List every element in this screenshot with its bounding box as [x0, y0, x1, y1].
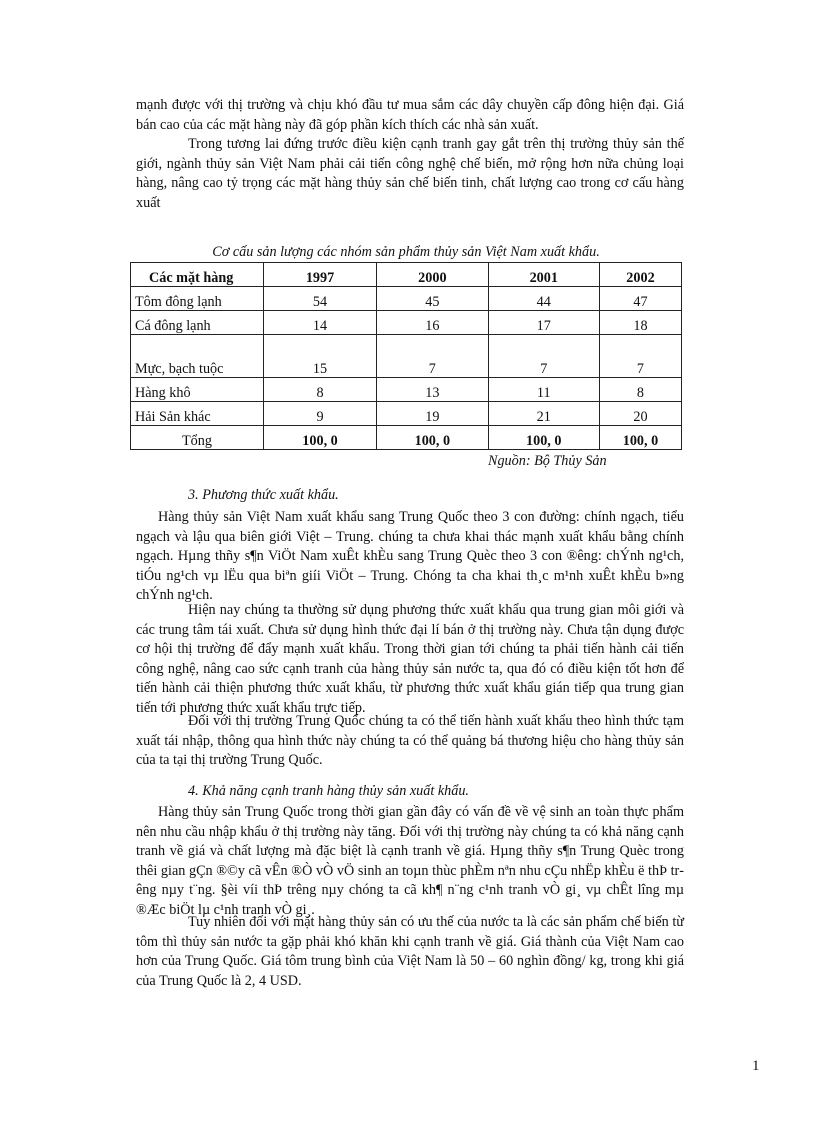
table-header-cell: 2000: [377, 263, 488, 287]
intro-paragraph-2: Trong tương lai đứng trước điều kiện cạnh tranh gay gắt trên thị trường thủy sản thế giới, ngành thủy sản Việt Nam phải cải tiến công nghệ chế biến, mở rộng hơn nữa chủng loại hàng, nâng cao tỷ trọng các mặt hàng thủy sản chế biến tinh, chất lượng cao trong cơ cấu hàng xuất: [136, 136, 684, 211]
export-structure-table: [130, 262, 682, 450]
table-cell-name: Hải Sản khác: [131, 402, 264, 426]
table-header-cell: 1997: [263, 263, 376, 287]
table-cell: 18: [599, 311, 681, 335]
table-header-cell: 2002: [599, 263, 681, 287]
table-cell: 7: [488, 335, 599, 378]
section-3-paragraph-2: Hiện nay chúng ta thường sử dụng phương thức xuất khẩu qua trung gian môi giới và các trung tâm tái xuất. Chưa sử dụng hình thức đại lí bán ở thị trường này. Chưa tận dụng được cơ hội thị trường để đẩy mạnh xuất khẩu. Trong thời gian tới chúng ta phải tiến hành cải tiến công nghệ, nâng cao sức cạnh tranh của hàng thủy sản nước ta, qua đó có điều kiện tốt hơn để tiến hành cải thiện phương thức xuất khẩu, từ phương thức xuất khẩu gián tiếp qua trung gian tiến tới phương thức xuất khẩu trực tiếp.: [136, 602, 684, 716]
table-cell: 13: [377, 378, 488, 402]
page-number: 1: [752, 1058, 760, 1074]
section-4-paragraph-2: Tuy nhiên đối với mặt hàng thủy sản có ưu thế của nước ta là các sản phẩm chế biến từ tôm thì thủy sản nước ta gặp phải khó khăn khi cạnh tranh về giá. Giá thành của Việt Nam cao hơn của Trung Quốc. Giá tôm trung bình của Việt Nam là 50 – 60 nghìn đồng/ kg, trong khi giá của Trung Quốc là 2, 4 USD.: [136, 914, 684, 989]
table-cell: 8: [263, 378, 376, 402]
table-cell-name: Hàng khô: [131, 378, 264, 402]
table-row: [131, 402, 682, 426]
table-caption: Cơ cấu sản lượng các nhóm sản phẩm thủy sản Việt Nam xuất khẩu.: [212, 244, 600, 260]
table-cell-name: Tổng: [131, 426, 264, 450]
table-cell: 100, 0: [377, 426, 488, 450]
table-cell: 21: [488, 402, 599, 426]
table-cell: 15: [263, 335, 376, 378]
table-cell: 17: [488, 311, 599, 335]
table-cell: 100, 0: [263, 426, 376, 450]
table-row: [131, 378, 682, 402]
table-cell: 14: [263, 311, 376, 335]
table-cell: 47: [599, 287, 681, 311]
table-cell: 16: [377, 311, 488, 335]
table-cell: 7: [377, 335, 488, 378]
table-header-row: [131, 263, 682, 287]
section-4-paragraph-1: Hàng thủy sản Trung Quốc trong thời gian gần đây có vấn đề về vệ sinh an toàn thực phẩm nên nhu cầu nhập khẩu ở thị trường này tăng. Đối với thị trường này chúng ta có khả năng cạnh tranh về giá và chất lượng mà đặc biệt là cạnh tranh về giá. Hµng thñy s¶n Trung Quèc trong thêi gian gÇn ®©y cã vÊn ®Ò vÒ vÖ sinh an toµn thùc phÈm nªn nhu cÇu nhËp khÈu ë thÞ trêng nµy t¨ng. §èi víi thÞ trêng nµy chóng ta cã kh¶ n¨ng c¹nh tranh vÒ gi¸ vµ chÊt lîng mµ ®Æc biÖt lµ c¹nh tranh vÒ gi¸.: [136, 804, 684, 918]
table-cell: 19: [377, 402, 488, 426]
table-row: [131, 287, 682, 311]
table-cell-name: Cá đông lạnh: [131, 311, 264, 335]
table-total-row: [131, 426, 682, 450]
table-cell-name: Tôm đông lạnh: [131, 287, 264, 311]
table-header-cell: Các mặt hàng: [131, 263, 264, 287]
table-cell: 45: [377, 287, 488, 311]
table-cell-name: Mực, bạch tuộc: [131, 335, 264, 378]
table-cell: 9: [263, 402, 376, 426]
table-cell: 54: [263, 287, 376, 311]
table-cell: 7: [599, 335, 681, 378]
table-cell: 100, 0: [488, 426, 599, 450]
table-row: [131, 311, 682, 335]
section-3-paragraph-3: Đối với thị trường Trung Quốc chúng ta có thể tiến hành xuất khẩu theo hình thức tạm xuất tái nhập, thông qua hình thức này chúng ta có thể quảng bá thương hiệu cho hàng thủy sản của ta tại thị trường Trung Quốc.: [136, 713, 684, 769]
section-3-paragraph-1: Hàng thủy sản Việt Nam xuất khẩu sang Trung Quốc theo 3 con đường: chính ngạch, tiểu ngạch và lậu qua biên giới Việt – Trung. chúng ta chưa khai thác mạnh xuất khẩu bằng chính ngạch. Hµng thñy s¶n ViÖt Nam xuÊt khÈu sang Trung Quèc theo 3 con ®êng: chÝnh ng¹ch, tiÓu ng¹ch vµ lËu qua biªn giíi ViÖt – Trung. Chóng ta cha khai th¸c m¹nh xuÊt khÈu b»ng chÝnh ng¹ch.: [136, 509, 684, 604]
table-row: [131, 335, 682, 378]
intro-paragraph-1: mạnh được với thị trường và chịu khó đầu tư mua sắm các dây chuyền cấp đông hiện đại. Giá bán cao của các mặt hàng này đã góp phần kích thích các nhà sản xuất.: [136, 97, 684, 133]
table-cell: 20: [599, 402, 681, 426]
table-cell: 44: [488, 287, 599, 311]
section-3-heading: 3. Phương thức xuất khẩu.: [188, 487, 339, 503]
section-4-heading: 4. Khả năng cạnh tranh hàng thủy sản xuất khẩu.: [188, 783, 469, 799]
table-cell: 11: [488, 378, 599, 402]
table-cell: 8: [599, 378, 681, 402]
table-cell: 100, 0: [599, 426, 681, 450]
table-source: Nguồn: Bộ Thủy Sản: [488, 453, 607, 469]
table-header-cell: 2001: [488, 263, 599, 287]
